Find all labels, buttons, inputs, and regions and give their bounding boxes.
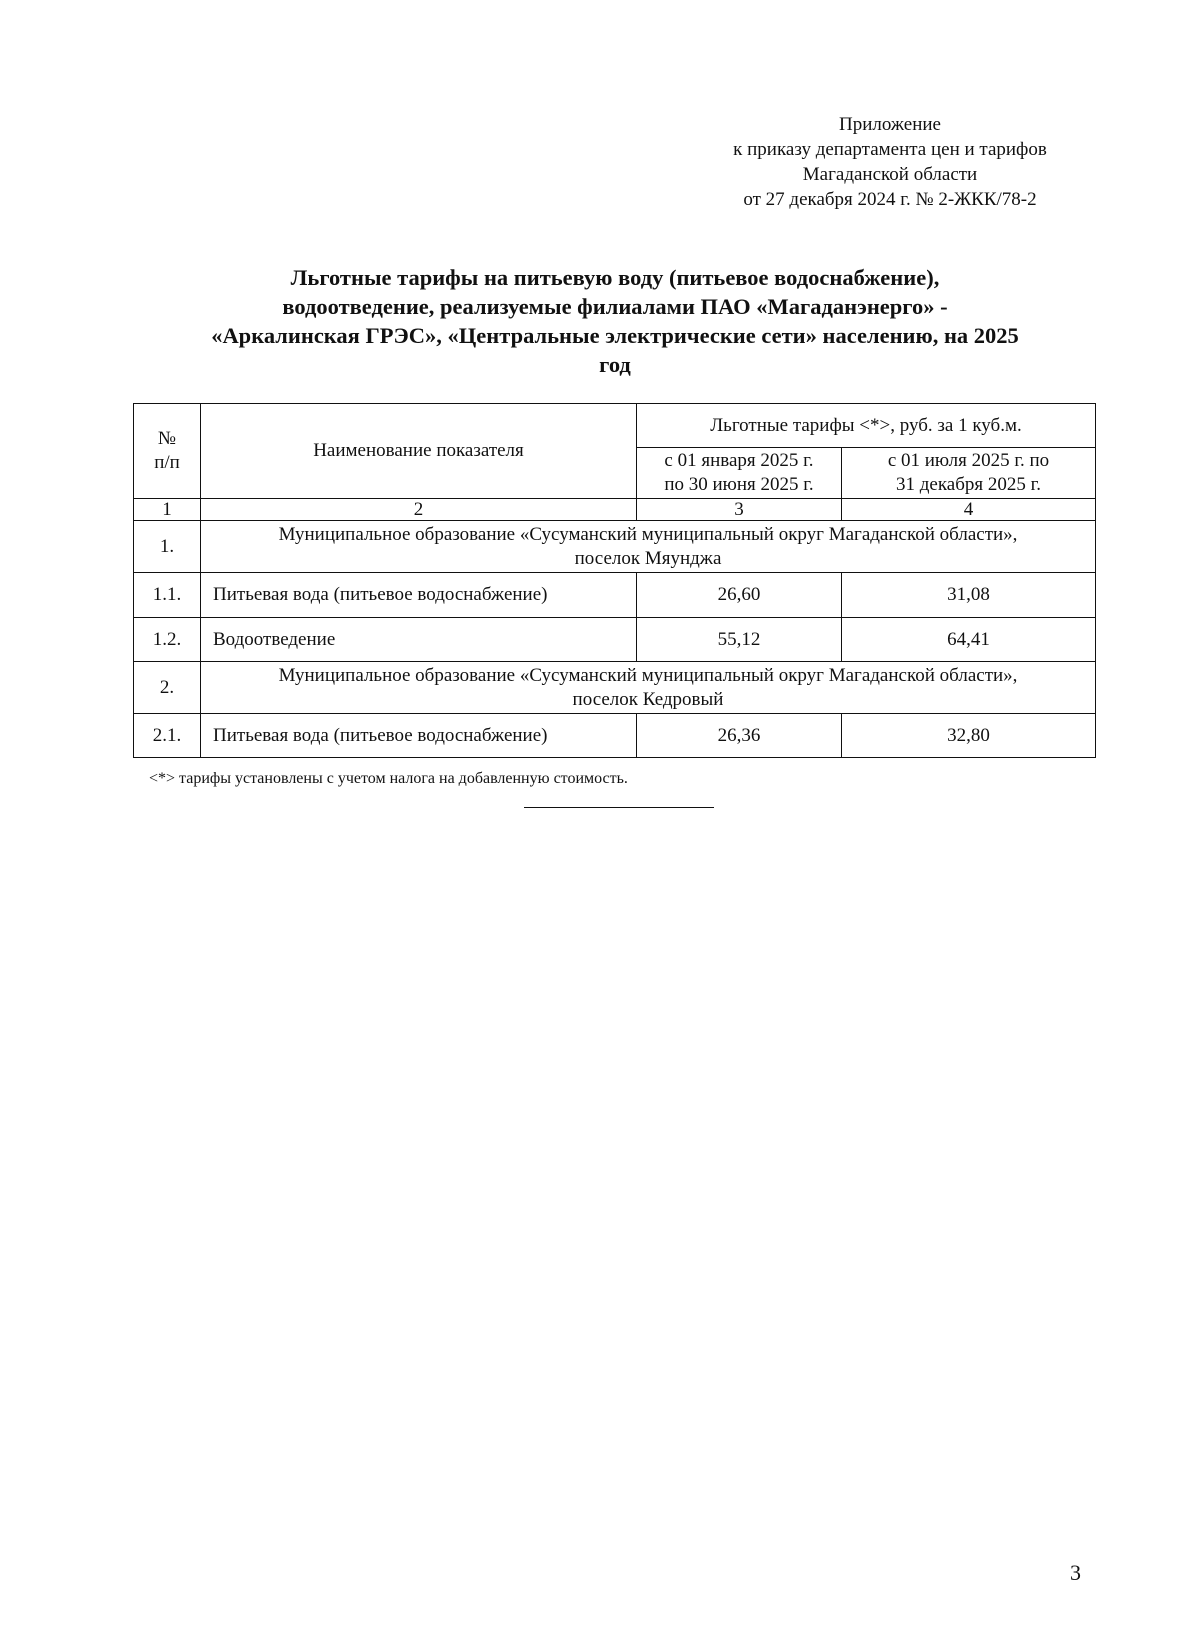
row-num: 1.1. — [134, 573, 201, 618]
appendix-line: Магаданской области — [802, 164, 978, 185]
title-line: «Аркалинская ГРЭС», «Центральные электрические сети» населению, на 2025 — [211, 323, 1019, 348]
row-tariff-h1: 26,60 — [637, 573, 842, 618]
tariff-table — [133, 403, 1096, 758]
period1-end: по 30 июня 2025 г. — [664, 474, 814, 495]
header-name-cell: Наименование показателя — [201, 404, 637, 499]
appendix-line: Приложение — [839, 114, 941, 135]
header-num-cell — [134, 404, 201, 499]
column-number: 4 — [842, 499, 1096, 521]
title-line: год — [599, 352, 631, 377]
appendix-line: к приказу департамента цен и тарифов — [733, 139, 1047, 160]
row-tariff-h2: 32,80 — [842, 714, 1096, 758]
end-divider — [524, 807, 714, 808]
section-title-line2: поселок Кедровый — [572, 688, 724, 710]
section-title-line2: поселок Мяунджа — [574, 547, 722, 569]
section-title-line1: Муниципальное образование «Сусуманский муниципальный округ Магаданской области», — [278, 523, 1018, 545]
header-period2-cell — [842, 448, 1096, 499]
appendix-line: от 27 декабря 2024 г. № 2-ЖКК/78-2 — [743, 189, 1037, 210]
row-name: Питьевая вода (питьевое водоснабжение) — [201, 714, 637, 758]
title-line: водоотведение, реализуемые филиалами ПАО «Магаданэнерго» - — [282, 294, 948, 319]
header-period1-cell — [637, 448, 842, 499]
row-tariff-h2: 64,41 — [842, 618, 1096, 662]
page-number: 3 — [1070, 1560, 1081, 1585]
period2-start: с 01 июля 2025 г. по — [887, 450, 1050, 471]
section-row — [134, 521, 1096, 573]
period1-start: с 01 января 2025 г. — [664, 450, 814, 471]
title-line: Льготные тарифы на питьевую воду (питьевое водоснабжение), — [290, 265, 940, 290]
header-tariffs-cell: Льготные тарифы <*>, руб. за 1 куб.м. — [637, 404, 1096, 448]
header-num-symbol: № — [157, 428, 177, 449]
section-title — [201, 521, 1096, 573]
section-num: 2. — [134, 662, 201, 714]
period2-end: 31 декабря 2025 г. — [895, 474, 1042, 495]
column-number: 2 — [201, 499, 637, 521]
footnote: <*> тарифы установлены с учетом налога на добавленную стоимость. — [149, 770, 628, 787]
row-num: 2.1. — [134, 714, 201, 758]
section-title-line1: Муниципальное образование «Сусуманский муниципальный округ Магаданской области», — [278, 664, 1018, 686]
appendix-block — [690, 112, 1090, 212]
section-row — [134, 662, 1096, 714]
row-num: 1.2. — [134, 618, 201, 662]
column-numbers-row — [134, 499, 1096, 521]
section-title — [201, 662, 1096, 714]
section-num: 1. — [134, 521, 201, 573]
row-tariff-h1: 55,12 — [637, 618, 842, 662]
table-row — [134, 714, 1096, 758]
header-num-abbr: п/п — [154, 452, 180, 473]
table-header-row — [134, 404, 1096, 448]
column-number: 1 — [134, 499, 201, 521]
row-name: Питьевая вода (питьевое водоснабжение) — [201, 573, 637, 618]
row-name: Водоотведение — [201, 618, 637, 662]
column-number: 3 — [637, 499, 842, 521]
row-tariff-h2: 31,08 — [842, 573, 1096, 618]
document-title — [130, 263, 1100, 379]
table-row — [134, 618, 1096, 662]
row-tariff-h1: 26,36 — [637, 714, 842, 758]
table-row — [134, 573, 1096, 618]
